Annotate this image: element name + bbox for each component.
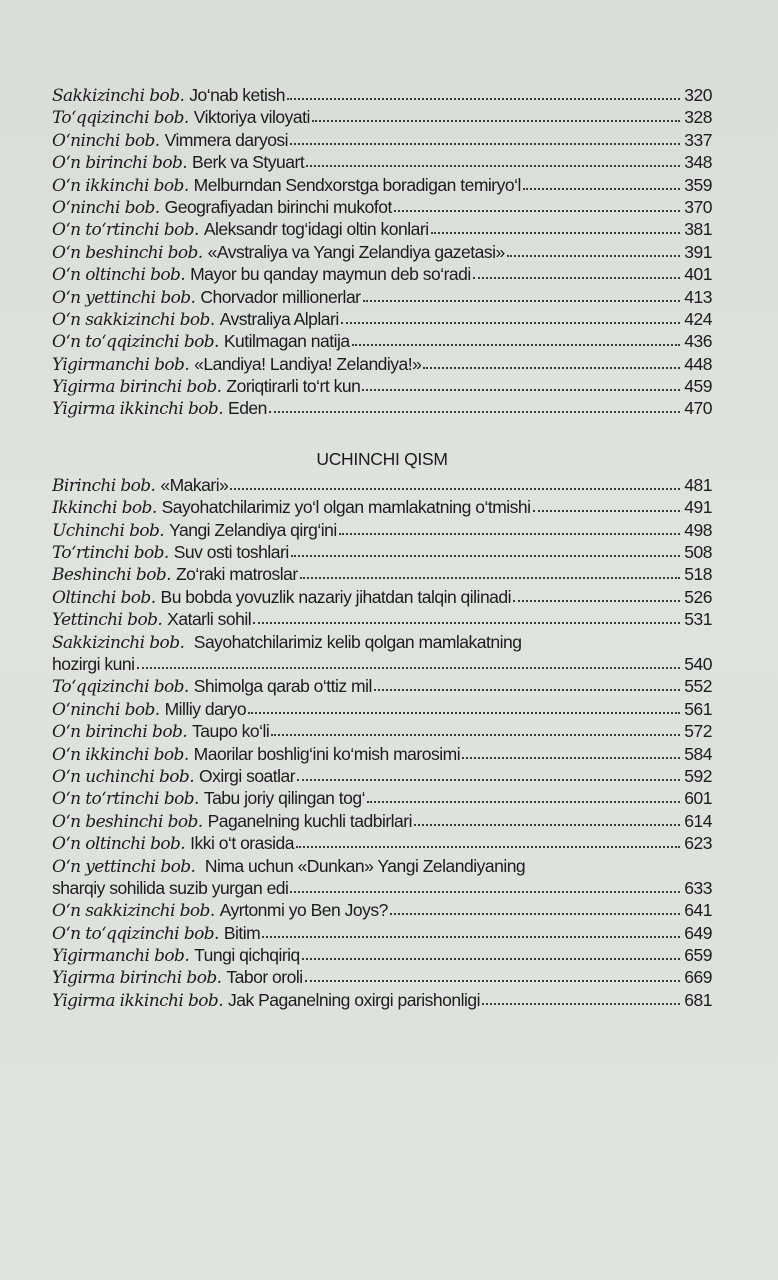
page-number: 552 (684, 676, 712, 697)
dot-leader (300, 566, 680, 580)
chapter-title: Melburndan Sendxorstga boradigan temiryo‘l (193, 174, 521, 195)
page-number: 659 (684, 945, 712, 966)
chapter-title: Vimmera daryosi (164, 129, 289, 150)
page-number: 623 (684, 833, 712, 854)
chapter-title-continued: hozirgi kuni (52, 653, 135, 674)
toc-entry (52, 720, 712, 742)
chapter-title: Geografiyadan birinchi mukofot (164, 196, 392, 217)
chapter-title: «Avstraliya va Yangi Zelandiya gazetasi» (207, 241, 505, 262)
page-number: 320 (684, 85, 712, 105)
page-number: 370 (684, 196, 712, 217)
chapter-title: Paganelning kuchli tadbirlari (207, 810, 412, 831)
page-number: 381 (684, 219, 712, 240)
dot-leader (462, 746, 680, 760)
toc-entry (52, 196, 712, 218)
toc-entry (52, 675, 712, 697)
chapter-number: O‘n ikkinchi bob. (52, 175, 189, 196)
chapter-number: Yigirmanchi bob. (52, 354, 190, 375)
dot-leader (431, 221, 680, 235)
toc-entry (52, 966, 712, 988)
page-number: 561 (684, 698, 712, 719)
chapter-number: O‘n beshinchi bob. (52, 242, 203, 263)
page-number: 508 (684, 542, 712, 563)
dot-leader (297, 768, 680, 782)
chapter-number: O‘ninchi bob. (52, 197, 160, 218)
dot-leader (302, 947, 680, 961)
toc-entry (52, 922, 712, 944)
dot-leader (352, 333, 680, 347)
page-number: 572 (684, 721, 712, 742)
toc-list-part3 (52, 474, 712, 1011)
dot-leader (290, 880, 680, 894)
chapter-title: Ikki o‘t orasida (190, 833, 294, 854)
page-number: 481 (684, 474, 712, 495)
chapter-number: Yigirma ikkinchi bob. (52, 990, 224, 1011)
dot-leader (306, 154, 680, 168)
chapter-number: O‘n birinchi bob. (52, 153, 188, 174)
chapter-number: O‘n to‘qqizinchi bob. (52, 923, 219, 944)
page-number: 436 (684, 331, 712, 352)
page-number: 413 (684, 286, 712, 307)
toc-entry (52, 375, 712, 397)
page-number: 601 (684, 788, 712, 809)
toc-entry (52, 353, 712, 375)
chapter-title: Chorvador millionerlar (200, 286, 361, 307)
dot-leader (363, 289, 681, 303)
dot-leader (367, 790, 680, 804)
chapter-title: Milliy daryo (164, 698, 247, 719)
dot-leader (394, 199, 680, 213)
page-number: 540 (684, 653, 712, 674)
page-number: 448 (684, 353, 712, 374)
chapter-number: O‘n birinchi bob. (52, 722, 188, 743)
chapter-number: O‘n yettinchi bob. (52, 287, 196, 308)
chapter-number: Yettinchi bob. (52, 610, 163, 631)
chapter-title: Eden (228, 398, 267, 419)
chapter-title: Jo‘nab ketish (189, 85, 285, 105)
dot-leader (312, 109, 680, 123)
toc-entry (52, 541, 712, 563)
dot-leader (296, 835, 680, 849)
dot-leader (291, 544, 680, 558)
dot-leader (523, 177, 680, 191)
chapter-number: O‘ninchi bob. (52, 699, 160, 720)
chapter-number: O‘n sakkizinchi bob. (52, 901, 215, 922)
toc-entry (52, 308, 712, 330)
chapter-title: Mayor bu qanday maymun deb so‘radi (190, 264, 471, 285)
chapter-number: Yigirma birinchi bob. (52, 377, 222, 398)
page-number: 328 (684, 107, 712, 128)
toc-entry (52, 106, 712, 128)
page-number: 633 (684, 877, 712, 898)
dot-leader (253, 611, 680, 625)
toc-entry (52, 563, 712, 585)
toc-entry (52, 810, 712, 832)
toc-entry (52, 218, 712, 240)
toc-list-part2 (52, 84, 712, 420)
toc-entry (52, 330, 712, 352)
chapter-title: Berk va Styuart (192, 152, 305, 173)
chapter-number: Yigirma birinchi bob. (52, 968, 222, 989)
page-number: 592 (684, 765, 712, 786)
toc-entry (52, 474, 712, 496)
toc-entry (52, 608, 712, 630)
dot-leader (290, 132, 680, 146)
dot-leader (507, 244, 680, 258)
page-number: 518 (684, 564, 712, 585)
page-number: 498 (684, 519, 712, 540)
dot-leader (374, 678, 680, 692)
toc-entry (52, 855, 712, 900)
toc-entry (52, 631, 712, 676)
chapter-number: O‘n to‘rtinchi bob. (52, 789, 199, 810)
chapter-number: O‘n sakkizinchi bob. (52, 309, 215, 330)
chapter-title: Suv osti toshlari (173, 542, 289, 563)
chapter-number: Oltinchi bob. (52, 587, 156, 608)
page-number: 681 (684, 989, 712, 1010)
toc-entry (52, 832, 712, 854)
page-number: 526 (684, 586, 712, 607)
page-number: 459 (684, 376, 712, 397)
chapter-title: Tabu joriy qilingan tog‘ (203, 788, 365, 809)
chapter-number: O‘n beshinchi bob. (52, 811, 203, 832)
page-number: 348 (684, 152, 712, 173)
dot-leader (423, 356, 680, 370)
dot-leader (414, 813, 680, 827)
page-number: 337 (684, 129, 712, 150)
page-number: 401 (684, 264, 712, 285)
dot-leader (339, 522, 680, 536)
page-number: 531 (684, 609, 712, 630)
chapter-title: Nima uchun «Dunkan» Yangi Zelandiyaning (204, 855, 526, 876)
page-number: 491 (684, 497, 712, 518)
dot-leader (473, 266, 680, 280)
chapter-number: O‘n to‘rtinchi bob. (52, 220, 199, 241)
toc-entry (52, 698, 712, 720)
toc-entry (52, 944, 712, 966)
chapter-title: Maorilar boshlig‘ini ko‘mish marosimi (193, 743, 461, 764)
chapter-title: Xatarli sohil (167, 609, 252, 630)
chapter-title: Bu bobda yovuzlik nazariy jihatdan talqin qilinadi (160, 586, 512, 607)
chapter-title-continued: sharqiy sohilida suzib yurgan edi (52, 877, 289, 898)
dot-leader (341, 311, 680, 325)
page-number: 614 (684, 810, 712, 831)
chapter-title: «Makari» (160, 474, 229, 495)
toc-entry (52, 519, 712, 541)
chapter-title: Taupo ko‘li (192, 721, 270, 742)
section-heading-part3: UCHINCHI QISM (316, 448, 448, 469)
chapter-number: To‘qqizinchi bob. (52, 108, 189, 129)
chapter-number: To‘rtinchi bob. (52, 543, 169, 564)
chapter-number: O‘n oltinchi bob. (52, 834, 186, 855)
toc-entry (52, 129, 712, 151)
chapter-number: To‘qqizinchi bob. (52, 677, 189, 698)
chapter-title: Avstraliya Alplari (219, 308, 339, 329)
chapter-number: O‘n yettinchi bob. (52, 856, 196, 877)
chapter-title: Yangi Zelandiya qirg‘ini (169, 519, 337, 540)
chapter-title: «Landiya! Landiya! Zelandiya!» (194, 353, 422, 374)
toc-entry (52, 286, 712, 308)
toc-entry (52, 586, 712, 608)
toc-entry (52, 84, 712, 106)
dot-leader (362, 378, 680, 392)
toc-entry (52, 496, 712, 518)
dot-leader (482, 992, 680, 1006)
chapter-title: Tabor oroli (226, 967, 303, 988)
dot-leader (269, 400, 680, 414)
chapter-number: Uchinchi bob. (52, 520, 165, 541)
chapter-number: Yigirmanchi bob. (52, 946, 190, 967)
toc-entry (52, 765, 712, 787)
chapter-title: Zoriqtirarli to‘rt kun (226, 376, 361, 397)
page-number: 424 (684, 308, 712, 329)
chapter-title: Viktoriya viloyati (193, 107, 310, 128)
toc-entry (52, 989, 712, 1011)
page-number: 669 (684, 967, 712, 988)
chapter-title: Aleksandr tog‘idagi oltin konlari (203, 219, 429, 240)
chapter-number: Yigirma ikkinchi bob. (52, 399, 224, 420)
page-number: 470 (684, 398, 712, 419)
toc-entry (52, 787, 712, 809)
chapter-title: Sayohatchilarimiz kelib qolgan mamlakatning (193, 631, 522, 652)
page-number: 359 (684, 174, 712, 195)
chapter-number: Birinchi bob. (52, 475, 156, 496)
toc-entry (52, 241, 712, 263)
dot-leader (248, 701, 680, 715)
chapter-title: Ayrtonmi yo Ben Joys? (219, 900, 388, 921)
page-number: 391 (684, 241, 712, 262)
chapter-number: O‘n uchinchi bob. (52, 766, 195, 787)
chapter-title: Bitim (223, 922, 261, 943)
table-of-contents-page (52, 84, 712, 1011)
chapter-number: O‘n oltinchi bob. (52, 265, 186, 286)
chapter-number: O‘n to‘qqizinchi bob. (52, 332, 219, 353)
chapter-number: Sakkizinchi bob. (52, 86, 185, 106)
toc-entry (52, 743, 712, 765)
chapter-number: Sakkizinchi bob. (52, 632, 185, 653)
dot-leader (271, 723, 680, 737)
dot-leader (230, 477, 680, 491)
chapter-title: Oxirgi soatlar (199, 765, 296, 786)
dot-leader (513, 589, 680, 603)
chapter-title: Sayohatchilarimiz yo‘l olgan mamlakatning o‘tmishi (161, 497, 531, 518)
page-number: 584 (684, 743, 712, 764)
chapter-title: Tungi qichqiriq (194, 945, 300, 966)
chapter-number: O‘ninchi bob. (52, 130, 160, 151)
dot-leader (390, 902, 680, 916)
chapter-number: O‘n ikkinchi bob. (52, 744, 189, 765)
chapter-number: Beshinchi bob. (52, 565, 171, 586)
toc-entry (52, 899, 712, 921)
toc-entry (52, 397, 712, 419)
toc-entry (52, 263, 712, 285)
chapter-title: Shimolga qarab o‘ttiz mil (193, 676, 372, 697)
toc-entry (52, 174, 712, 196)
dot-leader (262, 925, 680, 939)
dot-leader (137, 656, 680, 670)
dot-leader (533, 499, 680, 513)
page-number: 641 (684, 900, 712, 921)
chapter-number: Ikkinchi bob. (52, 498, 157, 519)
page-number: 649 (684, 922, 712, 943)
dot-leader (287, 87, 680, 101)
toc-entry (52, 151, 712, 173)
chapter-title: Jak Paganelning oxirgi parishonligi (228, 989, 480, 1010)
dot-leader (305, 969, 680, 983)
chapter-title: Zo‘raki matroslar (175, 564, 298, 585)
chapter-title: Kutilmagan natija (223, 331, 350, 352)
